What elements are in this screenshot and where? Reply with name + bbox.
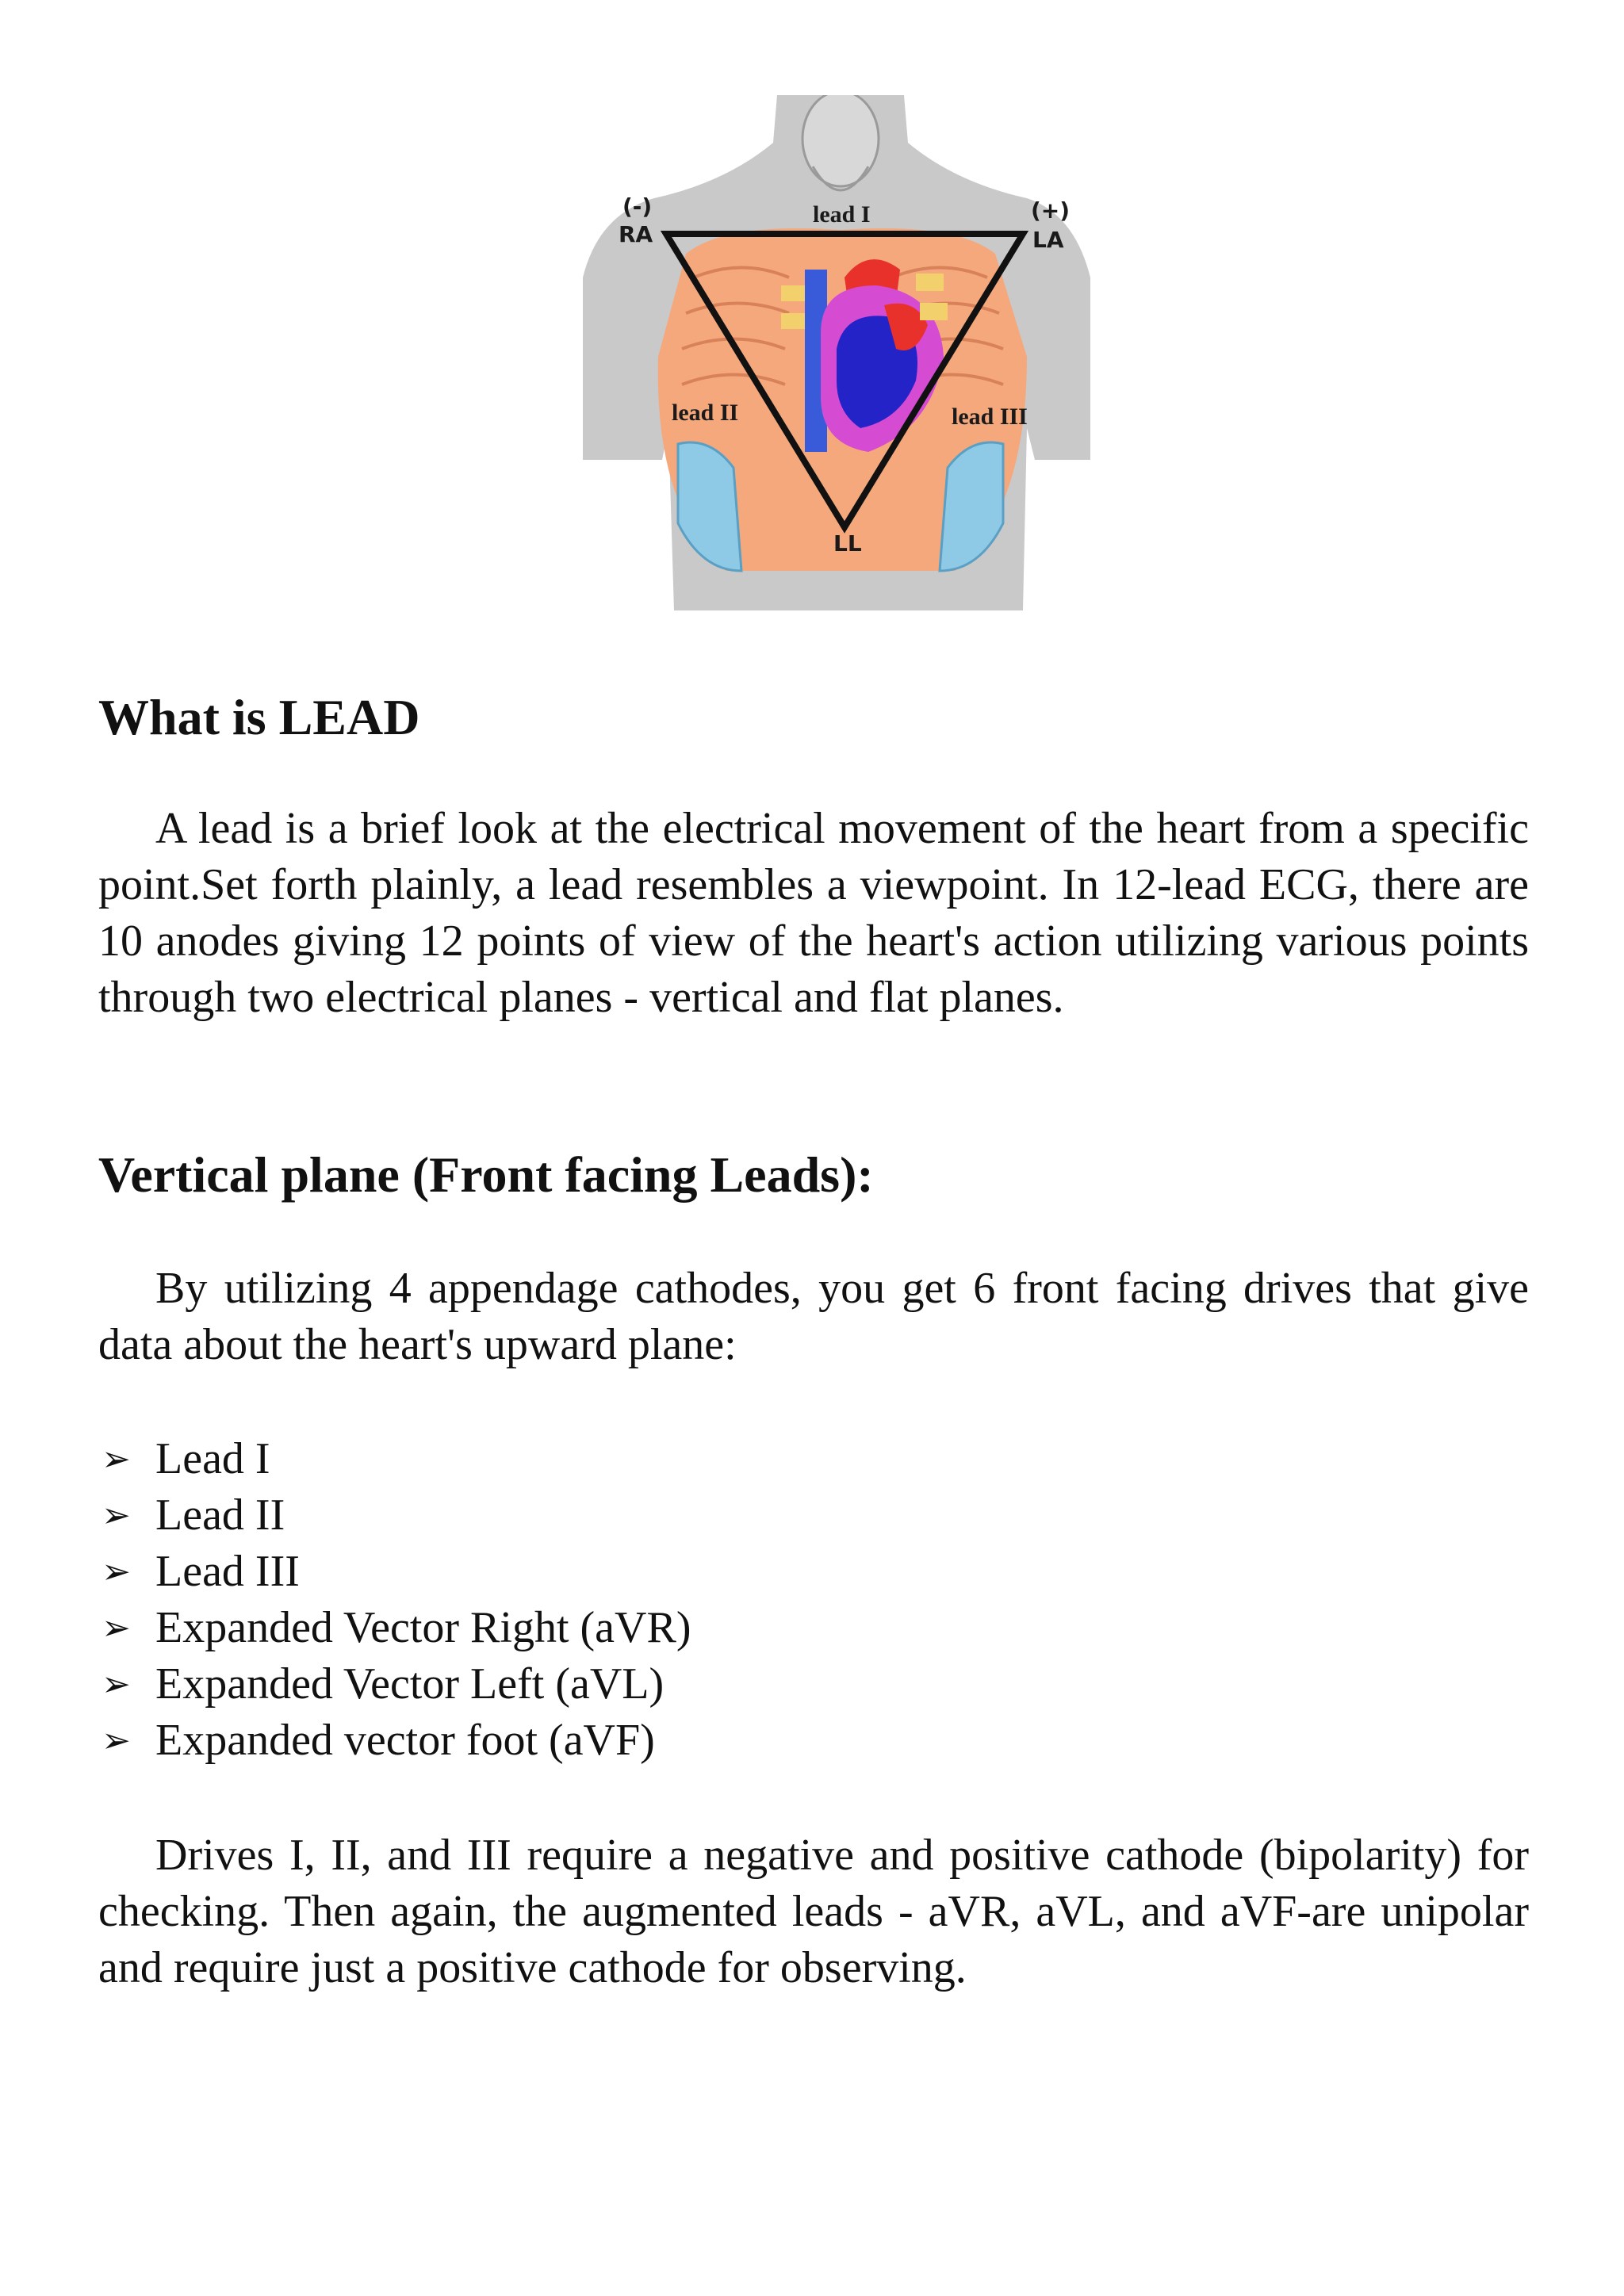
arrow-bullet-icon: ➢ — [102, 1495, 131, 1536]
arrow-bullet-icon: ➢ — [102, 1439, 131, 1479]
frontal-leads-list — [98, 1431, 691, 1769]
leads-polarity-paragraph: Drives I, II, and III require a negative and positive cathode (bipolarity) for checking. Then again, the augmented leads - aVR, aVL, and aVF-are unipolar and require just a positive cathode for observing. — [98, 1831, 1529, 1992]
section-heading-what-is-lead: What is LEAD — [98, 689, 420, 745]
list-item-label: Lead III — [155, 1547, 300, 1596]
list-item — [98, 1600, 691, 1656]
arrow-bullet-icon: ➢ — [102, 1664, 131, 1705]
list-item-label: Expanded vector foot (aVF) — [155, 1716, 655, 1765]
vertical-plane-intro-paragraph: By utilizing 4 appendage cathodes, you get 6 front facing drives that give data about the heart's upward plane: — [98, 1264, 1529, 1369]
ll-label: LL — [833, 530, 862, 557]
head-outline — [802, 95, 879, 186]
list-item-label: Expanded Vector Right (aVR) — [155, 1603, 691, 1652]
list-item — [98, 1656, 691, 1712]
list-item — [98, 1487, 691, 1544]
la-polarity-label: (+) — [1031, 197, 1071, 224]
list-item — [98, 1712, 691, 1769]
ra-polarity-label: (-) — [622, 193, 653, 220]
lead1-label: lead I — [813, 201, 871, 228]
lead3-label: lead III — [952, 404, 1028, 430]
la-label: LA — [1032, 227, 1064, 253]
ra-label: RA — [619, 221, 653, 247]
list-item-label: Expanded Vector Left (aVL) — [155, 1659, 665, 1709]
list-item-label: Lead II — [155, 1490, 285, 1540]
section-heading-vertical-plane: Vertical plane (Front facing Leads): — [98, 1146, 874, 1203]
lead2-label: lead II — [672, 400, 739, 426]
list-item — [98, 1431, 691, 1487]
chest-heart-illustration — [583, 95, 1098, 610]
arrow-bullet-icon: ➢ — [102, 1552, 131, 1592]
arrow-bullet-icon: ➢ — [102, 1720, 131, 1761]
lead-definition-paragraph: A lead is a brief look at the electrical movement of the heart from a specific point.Set forth plainly, a lead resembles a viewpoint. In 12-lead ECG, there are 10 anodes giving 12 points of view of the heart's action utilizing various points through two electrical planes - vertical and flat planes. — [98, 804, 1529, 1022]
list-item-label: Lead I — [155, 1434, 270, 1483]
einthoven-triangle-figure — [583, 95, 1098, 610]
arrow-bullet-icon: ➢ — [102, 1608, 131, 1648]
list-item — [98, 1544, 691, 1600]
